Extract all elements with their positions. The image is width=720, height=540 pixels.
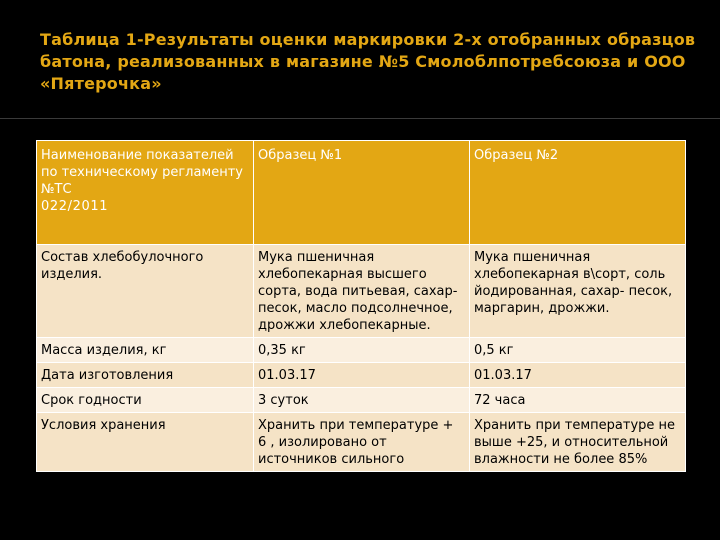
row-indicator: Дата изготовления — [37, 363, 254, 388]
row-indicator: Масса изделия, кг — [37, 338, 254, 363]
header-indicator-label: Наименование показателей по техническому регламенту №ТС — [41, 148, 243, 197]
header-indicator — [37, 141, 254, 245]
table-row-storage-conditions — [37, 413, 686, 472]
table-row-mass — [37, 338, 686, 363]
row-sample-1-value: 0,35 кг — [254, 338, 470, 363]
row-sample-2-value: 01.03.17 — [470, 363, 686, 388]
slide-header — [0, 0, 720, 119]
table-row-composition — [37, 245, 686, 338]
slide-title: Таблица 1-Результаты оценки маркировки 2-х отобранных образцов батона, реализованных в магазине №5 Смолоблпотребсоюза и ООО «Пятерочка» — [40, 30, 696, 93]
row-sample-1-value: Хранить при температуре + 6 , изолировано от источников сильного — [254, 413, 470, 472]
row-sample-2-value: 72 часа — [470, 388, 686, 413]
row-sample-2-value: Мука пшеничная хлебопекарная в\сорт, соль йодированная, сахар- песок, маргарин, дрожжи. — [470, 245, 686, 338]
marking-results-table — [36, 140, 686, 472]
header-regulation-code: 022/2011 — [41, 199, 109, 214]
table-row-shelf-life — [37, 388, 686, 413]
header-sample-2: Образец №2 — [470, 141, 686, 245]
row-sample-1-value: Мука пшеничная хлебопекарная высшего сорта, вода питьевая, сахар- песок, масло подсолнечное, дрожжи хлебопекарные. — [254, 245, 470, 338]
row-sample-1-value: 3 суток — [254, 388, 470, 413]
table-header-row — [37, 141, 686, 245]
header-sample-1: Образец №1 — [254, 141, 470, 245]
row-sample-1-value: 01.03.17 — [254, 363, 470, 388]
row-indicator: Состав хлебобулочного изделия. — [37, 245, 254, 338]
table-row-production-date — [37, 363, 686, 388]
table-viewport — [0, 140, 720, 540]
row-sample-2-value: 0,5 кг — [470, 338, 686, 363]
row-indicator: Условия хранения — [37, 413, 254, 472]
row-indicator: Срок годности — [37, 388, 254, 413]
row-sample-2-value: Хранить при температуре не выше +25, и относительной влажности не более 85% — [470, 413, 686, 472]
